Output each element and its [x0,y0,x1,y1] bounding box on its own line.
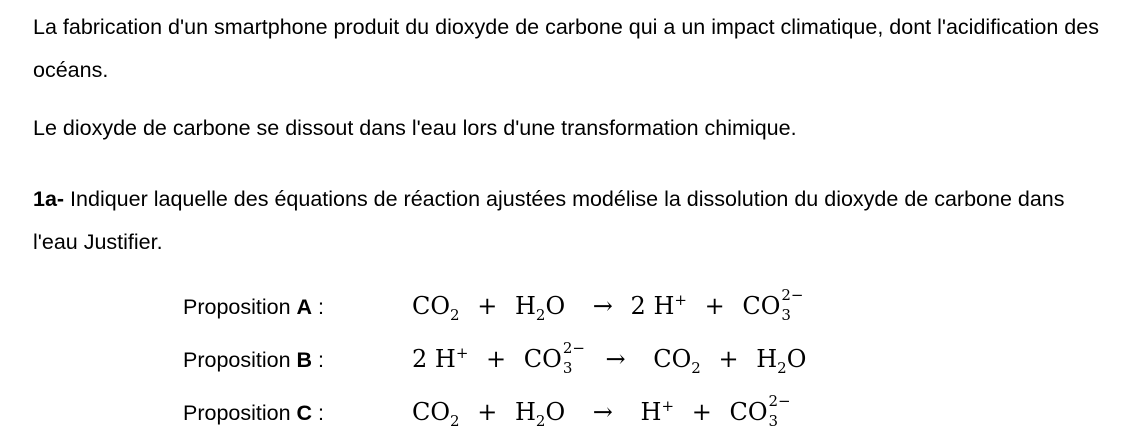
proposition-letter: C [296,401,313,425]
proposition-b-label: Proposition B : [183,348,325,372]
species-co3-2minus: CO 2− 3 [523,338,585,377]
intro-paragraph-1: La fabrication d'un smartphone produit du dioxyde de carbone qui a un impact climatique, dont l'acidification des océans. [33,15,1099,82]
species-h2o: $H_2O$ [514,398,566,430]
plus-sign: + [718,345,739,373]
species-co2: $CO_2$ [653,345,701,377]
plus-sign: + [704,292,725,320]
reaction-arrow: → [592,398,613,426]
proposition-a [0,282,1128,332]
species-2h-plus: 2 H+ [630,291,687,320]
question-text: Indiquer laquelle des équations de réaction ajustées modélise la dissolution du dioxyde de carbone dans l'eau Justifier. [33,187,1065,254]
plus-sign: + [691,398,712,426]
plus-sign: + [477,398,498,426]
proposition-letter: A [296,295,313,319]
plus-sign: + [486,345,507,373]
species-co3-2minus: CO 2− 3 [729,391,791,430]
species-h-plus: H+ [640,397,675,426]
equation-b [412,338,807,377]
proposition-letter: B [296,348,313,372]
proposition-a-label: Proposition A : [183,295,325,319]
plus-sign: + [477,292,498,320]
species-h2o: $H_2O$ [756,345,807,377]
species-h2o: $H_2O$ [514,292,566,324]
equation-c [412,391,794,430]
species-co3-2minus: CO 2− 3 [742,285,804,324]
proposition-b [0,335,1128,385]
question-1a [33,178,1103,264]
equation-a [412,285,806,324]
species-co2: $CO_2$ [412,292,460,324]
reaction-arrow: → [592,292,613,320]
species-2h-plus: 2 H+ [412,344,469,373]
question-label: 1a- [33,187,65,211]
species-co2: $CO_2$ [412,398,460,430]
proposition-c-label: Proposition C : [183,401,325,425]
intro-paragraph-2: Le dioxyde de carbone se dissout dans l'eau lors d'une transformation chimique. [33,116,797,140]
proposition-c [0,388,1128,438]
reaction-arrow: → [605,345,626,373]
